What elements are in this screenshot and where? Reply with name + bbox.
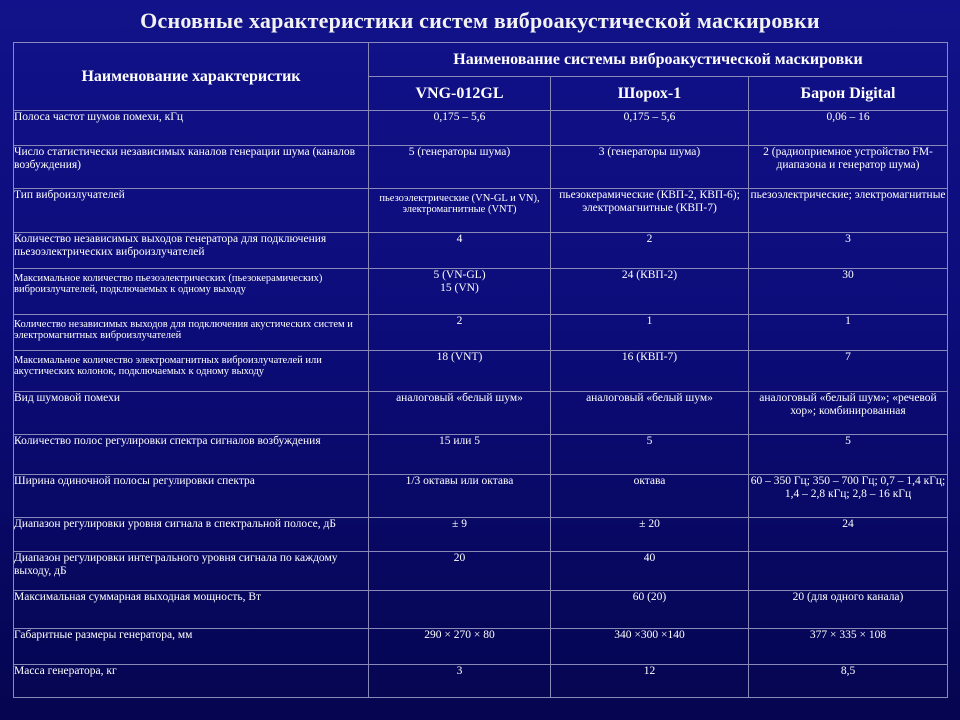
row-label: Максимальная суммарная выходная мощность, Вт <box>14 591 369 629</box>
cell-value: аналоговый «белый шум» <box>551 392 749 435</box>
system-header-baron: Барон Digital <box>749 77 948 111</box>
row-label: Вид шумовой помехи <box>14 392 369 435</box>
table-row <box>14 189 948 233</box>
cell-value: 18 (VNT) <box>369 351 551 392</box>
row-label: Габаритные размеры генератора, мм <box>14 629 369 665</box>
cell-value: 1 <box>551 315 749 351</box>
row-label: Ширина одиночной полосы регулировки спектра <box>14 475 369 518</box>
cell-value: 2 <box>369 315 551 351</box>
cell-value: 3 (генераторы шума) <box>551 146 749 189</box>
cell-value: 2 (радиоприемное устройство FM- диапазона и генератор шума) <box>749 146 948 189</box>
cell-value: 16 (КВП-7) <box>551 351 749 392</box>
cell-value: 60 – 350 Гц; 350 – 700 Гц; 0,7 – 1,4 кГц; 1,4 – 2,8 кГц; 2,8 – 16 кГц <box>749 475 948 518</box>
cell-value: пьезоэлектрические; электромагнитные <box>749 189 948 233</box>
characteristics-table <box>13 42 948 698</box>
cell-value: 2 <box>551 233 749 269</box>
row-label: Масса генератора, кг <box>14 665 369 698</box>
systems-group-header: Наименование системы виброакустической маскировки <box>369 43 948 77</box>
cell-value: 3 <box>369 665 551 698</box>
cell-value: 0,175 – 5,6 <box>551 111 749 146</box>
row-label: Полоса частот шумов помехи, кГц <box>14 111 369 146</box>
characteristics-column-header: Наименование характеристик <box>14 43 369 111</box>
cell-value: аналоговый «белый шум» <box>369 392 551 435</box>
cell-value: 1 <box>749 315 948 351</box>
cell-value: 1/3 октавы или октава <box>369 475 551 518</box>
table-row <box>14 591 948 629</box>
cell-value: октава <box>551 475 749 518</box>
row-label: Число статистически независимых каналов генерации шума (каналов возбуждения) <box>14 146 369 189</box>
table-row <box>14 552 948 591</box>
cell-value: пьезоэлектрические (VN-GL и VN), электромагнитные (VNT) <box>369 189 551 233</box>
cell-value: 24 <box>749 518 948 552</box>
system-header-shorokh: Шорох-1 <box>551 77 749 111</box>
table-row <box>14 269 948 315</box>
cell-value: 5 (VN-GL) 15 (VN) <box>369 269 551 315</box>
cell-value: 12 <box>551 665 749 698</box>
row-label: Количество независимых выходов генератора для подключения пьезоэлектрических виброизлучателей <box>14 233 369 269</box>
table-row <box>14 629 948 665</box>
cell-value: 3 <box>749 233 948 269</box>
cell-value: 20 (для одного канала) <box>749 591 948 629</box>
table-row <box>14 435 948 475</box>
row-label: Максимальное количество пьезоэлектрических (пьезокерамических) виброизлучателей, подключаемых к одному выходу <box>14 269 369 315</box>
row-label: Тип виброизлучателей <box>14 189 369 233</box>
cell-value: 4 <box>369 233 551 269</box>
cell-value: 60 (20) <box>551 591 749 629</box>
cell-value: 5 <box>551 435 749 475</box>
table-header-row <box>14 43 948 77</box>
cell-value: 5 (генераторы шума) <box>369 146 551 189</box>
cell-value: 0,06 – 16 <box>749 111 948 146</box>
row-label: Количество независимых выходов для подключения акустических систем и электромагнитных виброизлучателей <box>14 315 369 351</box>
table-row <box>14 315 948 351</box>
table-row <box>14 351 948 392</box>
cell-value: аналоговый «белый шум»; «речевой хор»; комбинированная <box>749 392 948 435</box>
row-label: Максимальное количество электромагнитных виброизлучателей или акустических колонок, подключаемых к одному выходу <box>14 351 369 392</box>
system-header-vng: VNG-012GL <box>369 77 551 111</box>
cell-value <box>369 591 551 629</box>
row-label: Диапазон регулировки уровня сигнала в спектральной полосе, дБ <box>14 518 369 552</box>
cell-value: пьезокерамические (КВП-2, КВП-6); электромагнитные (КВП-7) <box>551 189 749 233</box>
cell-value: 20 <box>369 552 551 591</box>
cell-value: 7 <box>749 351 948 392</box>
table-row <box>14 518 948 552</box>
cell-value: 8,5 <box>749 665 948 698</box>
slide-title: Основные характеристики систем виброакустической маскировки <box>140 8 820 33</box>
cell-value: 15 или 5 <box>369 435 551 475</box>
cell-value: 5 <box>749 435 948 475</box>
cell-value: 24 (КВП-2) <box>551 269 749 315</box>
row-label: Диапазон регулировки интегрального уровня сигнала по каждому выходу, дБ <box>14 552 369 591</box>
table-row <box>14 233 948 269</box>
table-row <box>14 111 948 146</box>
cell-value: ± 9 <box>369 518 551 552</box>
table-row <box>14 665 948 698</box>
cell-value <box>749 552 948 591</box>
cell-value: 377 × 335 × 108 <box>749 629 948 665</box>
cell-value: 340 ×300 ×140 <box>551 629 749 665</box>
table-row <box>14 475 948 518</box>
cell-value: 0,175 – 5,6 <box>369 111 551 146</box>
table-row <box>14 146 948 189</box>
cell-value: 40 <box>551 552 749 591</box>
row-label: Количество полос регулировки спектра сигналов возбуждения <box>14 435 369 475</box>
cell-value: 30 <box>749 269 948 315</box>
table-row <box>14 392 948 435</box>
cell-value: 290 × 270 × 80 <box>369 629 551 665</box>
cell-value: ± 20 <box>551 518 749 552</box>
